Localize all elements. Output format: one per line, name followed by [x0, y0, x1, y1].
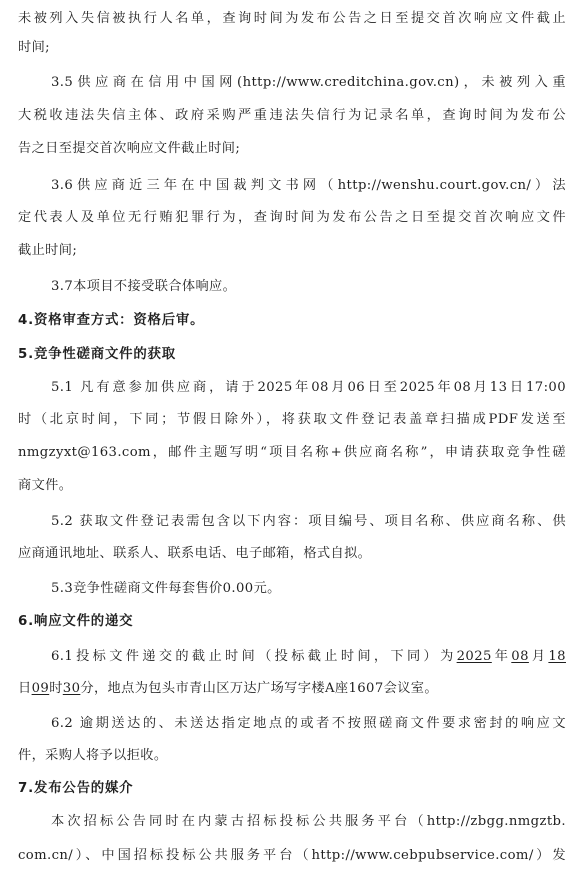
text-line: com.cn/）、中国招标投标公共服务平台（http://www.cebpubservice.com/）发 — [18, 848, 566, 863]
deadline-hour: 09 — [31, 681, 50, 696]
deadline-month-unit: 月 — [528, 649, 549, 664]
media-paragraph: 本次招标公告同时在内蒙古招标投标公共服务平台（http://zbgg.nmgztb. — [51, 814, 566, 829]
section-heading-6: 6.响应文件的递交 — [18, 614, 134, 629]
section-heading-7: 7.发布公告的媒介 — [18, 781, 134, 796]
text-line: 告之日至提交首次响应文件截止时间; — [18, 141, 241, 156]
deadline-day: 18 — [548, 649, 566, 664]
text-line: 应商通讯地址、联系人、联系电话、电子邮箱，格式自拟。 — [18, 546, 372, 561]
clause-3-7: 3.7本项目不接受联合体响应。 — [51, 279, 237, 294]
section-heading-4: 4.资格审查方式：资格后审。 — [18, 313, 205, 328]
text-line: 时间; — [18, 40, 51, 55]
text-line: 件，采购人将予以拒收。 — [18, 748, 168, 763]
deadline-minute: 30 — [62, 681, 81, 696]
clause-3-6: 3.6供应商近三年在中国裁判文书网（http://wenshu.court.gov.cn/）法 — [51, 178, 566, 193]
deadline-location: 分，地点为包头市青山区万达广场写字楼A座1607会议室。 — [80, 681, 438, 696]
clause-5-1: 5.1 凡有意参加供应商，请于2025年08月06日至2025年08月13日17:00 — [51, 380, 566, 395]
clause-5-2: 5.2 获取文件登记表需包含以下内容：项目编号、项目名称、供应商名称、供 — [51, 514, 566, 529]
deadline-year: 2025 — [456, 649, 492, 664]
text-line — [18, 679, 566, 699]
deadline-year-unit: 年 — [491, 649, 512, 664]
clause-6-1 — [18, 647, 566, 667]
clause-3-5: 3.5供应商在信用中国网(http://www.creditchina.gov.cn)，未被列入重 — [51, 75, 566, 90]
deadline-prefix: 6.1投标文件递交的截止时间（投标截止时间，下同）为 — [51, 649, 457, 664]
text-line: nmgzyxt@163.com，邮件主题写明“项目名称+供应商名称”，申请获取竞争性磋 — [18, 445, 566, 460]
clause-6-2: 6.2 逾期送达的、未送达指定地点的或者不按照磋商文件要求密封的响应文 — [51, 716, 566, 731]
text-line: 定代表人及单位无行贿犯罪行为，查询时间为发布公告之日至提交首次响应文件 — [18, 210, 566, 225]
deadline-hour-unit: 时 — [49, 681, 63, 696]
text-line: 截止时间; — [18, 243, 78, 258]
text-line: 未被列入失信被执行人名单，查询时间为发布公告之日至提交首次响应文件截止 — [18, 11, 566, 26]
clause-5-3: 5.3竞争性磋商文件每套售价0.00元。 — [51, 581, 281, 596]
text-line: 时（北京时间，下同；节假日除外），将获取文件登记表盖章扫描成PDF发送至 — [18, 412, 566, 427]
deadline-month: 08 — [511, 649, 529, 664]
text-line: 大税收违法失信主体、政府采购严重违法失信行为记录名单，查询时间为发布公 — [18, 108, 566, 123]
section-heading-5: 5.竞争性磋商文件的获取 — [18, 347, 176, 362]
deadline-day-unit: 日 — [18, 681, 32, 696]
text-line: 商文件。 — [18, 478, 73, 493]
